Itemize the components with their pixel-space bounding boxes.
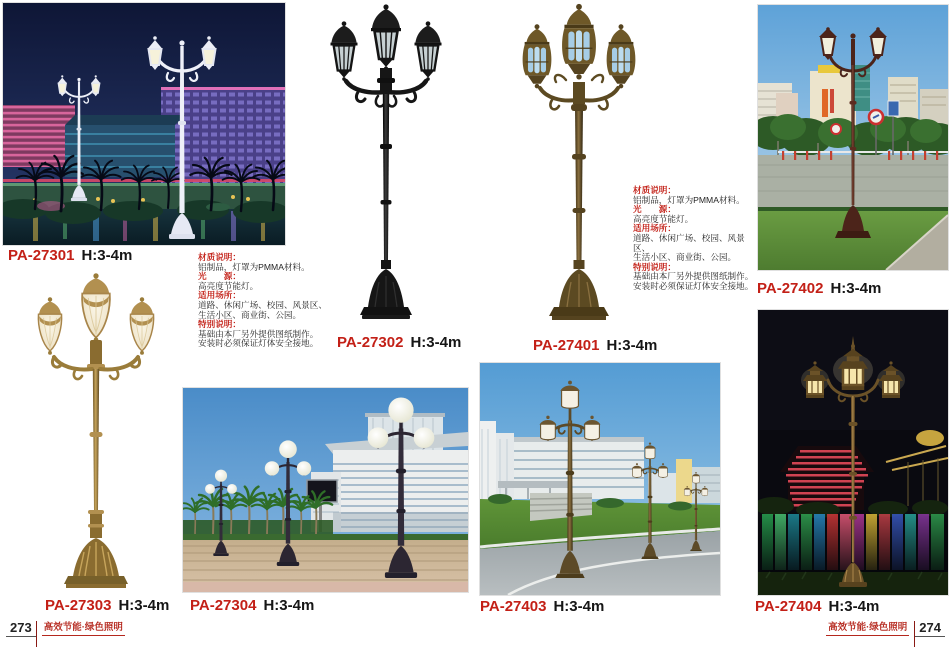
footer-slogan-right: 高效节能·绿色照明: [826, 621, 909, 636]
spec-source-label: 光 源：: [633, 204, 676, 215]
street-scene-illustration: [480, 363, 720, 595]
product-height: H:3-4m: [410, 334, 462, 351]
product-code: PA-27301: [8, 247, 75, 264]
product-code: PA-27401: [533, 337, 600, 354]
product-label-27402: [757, 280, 881, 297]
spec-usage-line2: 生活小区、商业街、公园。: [633, 252, 737, 263]
night-waterfront-illustration: [758, 310, 948, 595]
spec-special-label: 特别说明：: [198, 319, 241, 330]
spec-special-label: 特别说明：: [633, 261, 676, 272]
product-height: H:3-4m: [828, 598, 880, 615]
lamp-illustration-27303: [16, 272, 176, 594]
product-code: PA-27302: [337, 334, 404, 351]
product-label-27303: [45, 597, 169, 614]
product-height: H:3-4m: [606, 337, 658, 354]
day-street-illustration: [758, 5, 948, 270]
spec-material-label: 材质说明：: [633, 185, 676, 195]
spec-block-1: [198, 253, 350, 349]
spec-material-text: 铝制品，灯罩为PMMA材料。: [198, 261, 310, 272]
product-label-27403: [480, 598, 604, 615]
product-label-27404: [755, 598, 879, 615]
page-number-left: 273: [6, 621, 36, 637]
spec-special-line2: 安装时必须保证灯体安全接地。: [633, 280, 754, 291]
spec-material-label: 材质说明：: [198, 252, 241, 262]
product-label-27302: [337, 334, 461, 351]
product-photo-27304: [183, 388, 468, 592]
spec-usage-label: 适用场所：: [198, 290, 241, 301]
spec-source-text: 高亮度节能灯。: [633, 213, 694, 224]
product-code: PA-27402: [757, 280, 824, 297]
spec-source-label: 光 源：: [198, 271, 241, 282]
product-photo-27301: [3, 3, 285, 245]
night-plaza-illustration: [3, 3, 285, 245]
product-height: H:3-4m: [553, 598, 605, 615]
spec-block-2: [633, 186, 759, 292]
product-photo-27403: [480, 363, 720, 595]
footer-right: [826, 621, 945, 647]
product-code: PA-27403: [480, 598, 547, 615]
product-code: PA-27404: [755, 598, 822, 615]
spec-usage-line1: 道路、休闲广场、校园、风景区、: [198, 299, 327, 310]
footer-divider: [36, 621, 37, 647]
spec-usage-line1: 道路、休闲广场、校园、风景区、: [633, 232, 745, 253]
product-code: PA-27304: [190, 597, 257, 614]
product-photo-27404: [758, 310, 948, 595]
product-label-27401: [533, 337, 657, 354]
page-number-right: 274: [915, 621, 945, 637]
product-height: H:3-4m: [263, 597, 315, 614]
product-height: H:3-4m: [118, 597, 170, 614]
product-label-27304: [190, 597, 314, 614]
plaza-illustration: [183, 388, 468, 592]
product-label-27301: [8, 247, 132, 264]
spec-usage-label: 适用场所：: [633, 223, 676, 234]
spec-special-line1: 基础由本厂另外提供图纸制作。: [633, 271, 754, 282]
product-code: PA-27303: [45, 597, 112, 614]
product-height: H:3-4m: [81, 247, 133, 264]
lamp-illustration-27401: [514, 2, 644, 332]
spec-special-line1: 基础由本厂另外提供图纸制作。: [198, 328, 319, 339]
spec-usage-line2: 生活小区、商业街、公园。: [198, 309, 302, 320]
product-height: H:3-4m: [830, 280, 882, 297]
spec-source-text: 高亮度节能灯。: [198, 280, 259, 291]
spec-special-line2: 安装时必须保证灯体安全接地。: [198, 338, 319, 349]
product-photo-27402: [758, 5, 948, 270]
spec-material-text: 铝制品，灯罩为PMMA材料。: [633, 194, 745, 205]
footer-slogan-left: 高效节能·绿色照明: [42, 621, 125, 636]
footer-left: [6, 621, 125, 647]
